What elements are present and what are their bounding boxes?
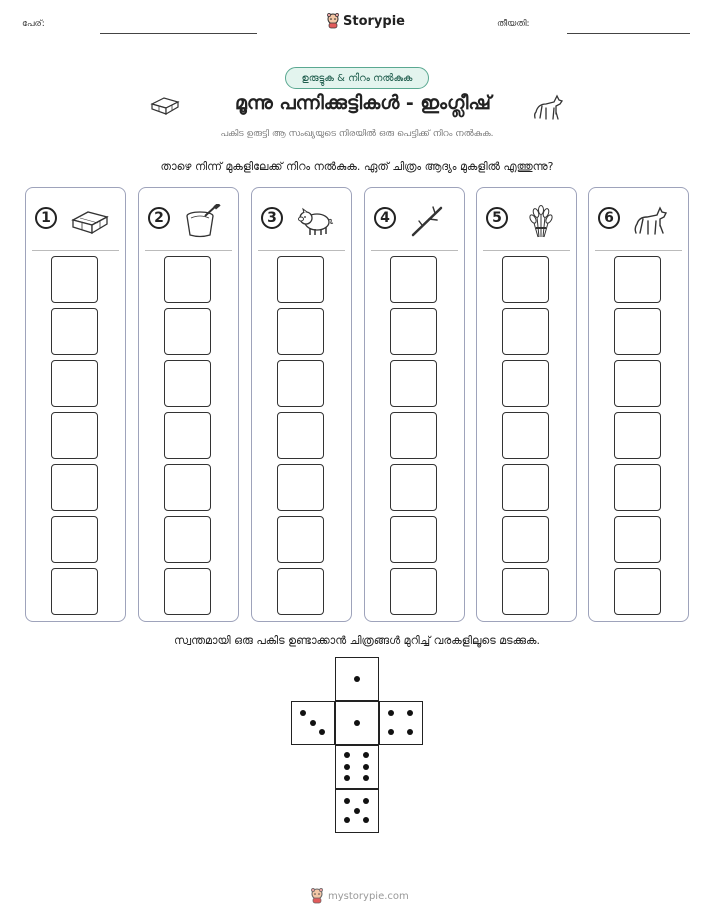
color-box[interactable]: [164, 464, 211, 511]
die-pip: [388, 710, 394, 716]
page-title: മൂന്നു പന്നിക്കുട്ടികൾ - ഇംഗ്ലീഷ്: [234, 92, 492, 114]
column-header: [26, 204, 125, 238]
column-1: [25, 187, 126, 622]
column-header: [365, 204, 464, 238]
color-box[interactable]: [390, 360, 437, 407]
activity-badge: ഉരുട്ടുക & നിറം നൽകുക: [285, 67, 429, 89]
color-box[interactable]: [390, 516, 437, 563]
column-divider: [258, 250, 345, 251]
die-face-1: [335, 701, 379, 745]
die-pip: [363, 817, 369, 823]
die-pip: [300, 710, 306, 716]
die-pip: [363, 764, 369, 770]
die-pip: [344, 817, 350, 823]
column-number: 1: [35, 207, 57, 229]
color-box[interactable]: [51, 308, 98, 355]
color-box[interactable]: [51, 360, 98, 407]
column-number: 2: [148, 207, 170, 229]
color-box[interactable]: [390, 308, 437, 355]
die-pip: [388, 729, 394, 735]
brand-name: Storypie: [343, 13, 405, 29]
die-face-1: [335, 657, 379, 701]
color-box[interactable]: [502, 360, 549, 407]
color-box[interactable]: [502, 516, 549, 563]
color-box[interactable]: [164, 360, 211, 407]
storypie-mascot-icon: [326, 13, 340, 29]
color-box[interactable]: [502, 256, 549, 303]
die-pip: [344, 798, 350, 804]
title-wolf-icon: [532, 90, 566, 122]
footer-url: mystorypie.com: [328, 890, 409, 902]
die-pip: [344, 775, 350, 781]
date-label: തീയതി:: [497, 19, 530, 29]
color-box[interactable]: [390, 464, 437, 511]
color-box[interactable]: [502, 412, 549, 459]
wolf-icon: [633, 204, 673, 238]
die-pip: [354, 676, 360, 682]
die-pip: [344, 752, 350, 758]
name-label: പേര്:: [22, 19, 45, 29]
color-box[interactable]: [164, 412, 211, 459]
column-number: 5: [486, 207, 508, 229]
column-2: [138, 187, 239, 622]
column-3: [251, 187, 352, 622]
pig-icon: [296, 204, 336, 238]
color-box[interactable]: [164, 256, 211, 303]
subtitle: പകിട ഉരുട്ടി ആ സംഖ്യയുടെ നിരയിൽ ഒരു പെട്ടിക്ക് നിറം നൽകുക.: [220, 129, 494, 139]
color-box[interactable]: [614, 256, 661, 303]
color-box[interactable]: [277, 256, 324, 303]
die-pip: [363, 775, 369, 781]
color-box[interactable]: [277, 308, 324, 355]
color-box[interactable]: [502, 308, 549, 355]
column-4: [364, 187, 465, 622]
color-box[interactable]: [51, 256, 98, 303]
date-line[interactable]: [567, 33, 690, 34]
brick-icon: [70, 204, 110, 238]
color-box[interactable]: [614, 516, 661, 563]
column-divider: [145, 250, 232, 251]
instruction: താഴെ നിന്ന് മുകളിലേക്ക് നിറം നൽകുക. ഏത് ചിത്രം ആദ്യം മുകളിൽ എത്തുന്നു?: [160, 160, 554, 173]
column-divider: [595, 250, 682, 251]
die-pip: [407, 710, 413, 716]
color-box[interactable]: [390, 256, 437, 303]
column-number: 4: [374, 207, 396, 229]
color-box[interactable]: [614, 568, 661, 615]
column-header: [589, 204, 688, 238]
column-divider: [32, 250, 119, 251]
color-box[interactable]: [614, 412, 661, 459]
color-box[interactable]: [277, 568, 324, 615]
color-box[interactable]: [277, 516, 324, 563]
color-box[interactable]: [390, 568, 437, 615]
color-box[interactable]: [51, 464, 98, 511]
column-header: [252, 204, 351, 238]
stick-icon: [409, 204, 449, 238]
die-pip: [354, 808, 360, 814]
column-5: [476, 187, 577, 622]
name-line[interactable]: [100, 33, 257, 34]
color-box[interactable]: [51, 568, 98, 615]
footer-mascot-icon: [310, 888, 324, 904]
color-box[interactable]: [277, 360, 324, 407]
color-box[interactable]: [614, 360, 661, 407]
die-pip: [344, 764, 350, 770]
color-box[interactable]: [502, 568, 549, 615]
color-box[interactable]: [614, 464, 661, 511]
column-number: 6: [598, 207, 620, 229]
die-face-3: [291, 701, 335, 745]
die-face-6: [335, 745, 379, 789]
die-pip: [363, 752, 369, 758]
brand-logo: [326, 13, 405, 29]
column-header: [139, 204, 238, 238]
color-box[interactable]: [614, 308, 661, 355]
fold-instruction: സ്വന്തമായി ഒരു പകിട ഉണ്ടാക്കാൻ ചിത്രങ്ങൾ മുറിച്ച് വരകളിലൂടെ മടക്കുക.: [174, 634, 540, 647]
color-box[interactable]: [164, 568, 211, 615]
title-brick-icon: [150, 94, 180, 116]
color-box[interactable]: [164, 308, 211, 355]
die-pip: [310, 720, 316, 726]
straw-icon: [521, 204, 561, 238]
column-number: 3: [261, 207, 283, 229]
die-pip: [363, 798, 369, 804]
die-pip: [354, 720, 360, 726]
footer: [310, 888, 409, 904]
column-6: [588, 187, 689, 622]
color-box[interactable]: [164, 516, 211, 563]
column-divider: [483, 250, 570, 251]
color-box[interactable]: [390, 412, 437, 459]
die-face-5: [335, 789, 379, 833]
bucket-icon: [183, 204, 223, 238]
die-face-4: [379, 701, 423, 745]
column-header: [477, 204, 576, 238]
color-box[interactable]: [51, 412, 98, 459]
column-divider: [371, 250, 458, 251]
die-pip: [319, 729, 325, 735]
color-box[interactable]: [502, 464, 549, 511]
color-box[interactable]: [277, 464, 324, 511]
color-box[interactable]: [51, 516, 98, 563]
color-box[interactable]: [277, 412, 324, 459]
die-pip: [407, 729, 413, 735]
